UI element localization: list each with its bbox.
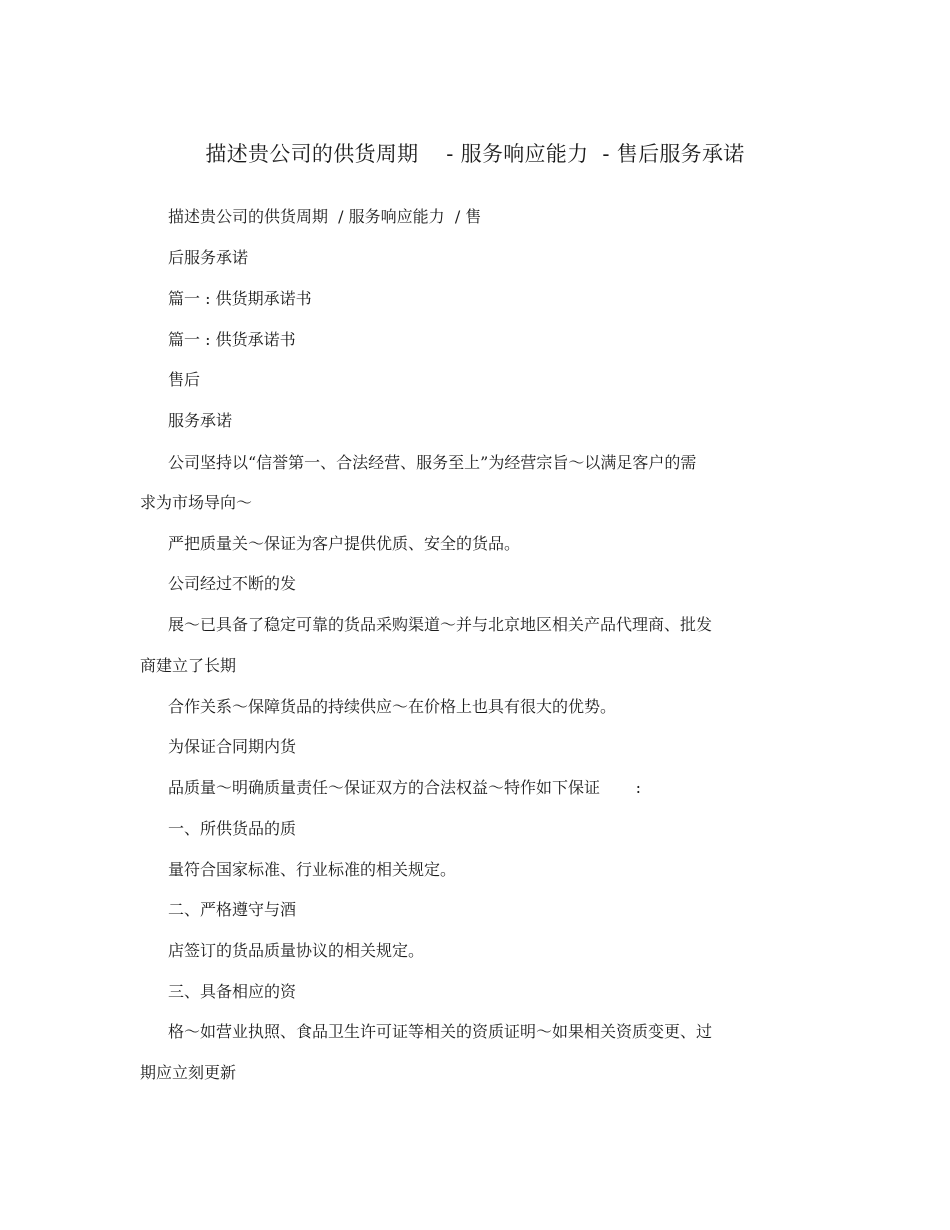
paragraph-line: 求为市场导向～ [140, 493, 253, 512]
paragraph-line: 格～如营业执照、食品卫生许可证等相关的资质证明～如果相关资质变更、过 [168, 1022, 713, 1041]
paragraph-line: 服务承诺 [168, 411, 233, 430]
paragraph-line: 品质量～明确质量责任～保证双方的合法权益～特作如下保证 : [168, 778, 641, 797]
paragraph-line: 严把质量关～保证为客户提供优质、安全的货品。 [168, 534, 521, 553]
paragraph-line: 商建立了长期 [140, 656, 237, 675]
paragraph-line: 描述贵公司的供货周期 / 服务响应能力 / 售 [168, 207, 482, 226]
paragraph-line: 为保证合同期内货 [168, 737, 297, 756]
paragraph-line: 公司经过不断的发 [168, 574, 297, 593]
paragraph-line: 后服务承诺 [168, 248, 249, 267]
paragraph-line: 量符合国家标准、行业标准的相关规定。 [168, 860, 457, 879]
paragraph-line: 公司坚持以“信誉第一、合法经营、服务至上”为经营宗旨～以满足客户的需 [168, 453, 697, 472]
paragraph-line: 售后 [168, 370, 201, 389]
paragraph-line: 店签订的货品质量协议的相关规定。 [168, 941, 425, 960]
paragraph-line: 篇一 : 供货期承诺书 [168, 289, 312, 308]
paragraph-line: 二、严格遵守与酒 [168, 900, 297, 919]
document-title: 描述贵公司的供货周期 - 服务响应能力 - 售后服务承诺 [205, 142, 745, 166]
paragraph-line: 篇一 : 供货承诺书 [168, 330, 296, 349]
paragraph-line: 合作关系～保障货品的持续供应～在价格上也具有很大的优势。 [168, 697, 617, 716]
paragraph-line: 一、所供货品的质 [168, 819, 297, 838]
paragraph-line: 三、具备相应的资 [168, 982, 297, 1001]
paragraph-line: 展～已具备了稳定可靠的货品采购渠道～并与北京地区相关产品代理商、批发 [168, 615, 713, 634]
paragraph-line: 期应立刻更新 [140, 1063, 237, 1082]
